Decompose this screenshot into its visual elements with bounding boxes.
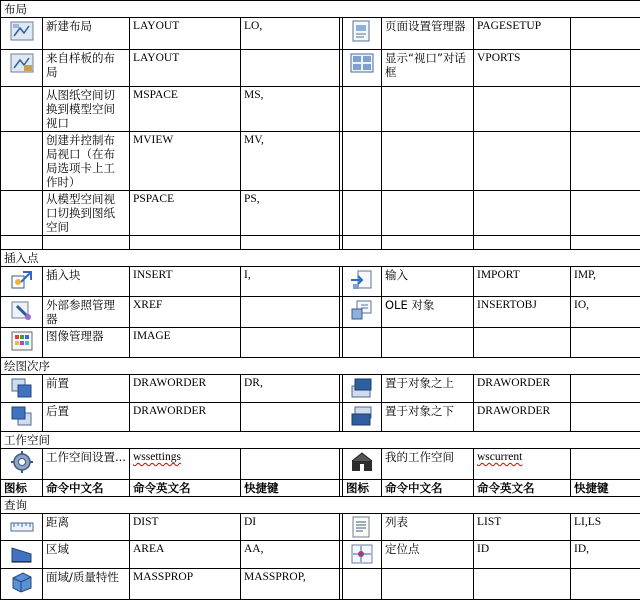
- empty-cell: [343, 191, 382, 236]
- command-chinese-name: 页面设置管理器: [382, 18, 474, 50]
- section-header-row: [1, 358, 640, 375]
- command-english-name: XREF: [130, 297, 241, 328]
- command-english-name: VPORTS: [474, 50, 571, 87]
- table-row: [1, 297, 640, 328]
- layout-from-template-icon: [4, 51, 39, 75]
- command-chinese-name: 前置: [43, 375, 130, 403]
- header-shortcut: 快捷键: [571, 480, 640, 497]
- bring-to-front-icon: [4, 376, 39, 400]
- command-english-name: LAYOUT: [130, 50, 241, 87]
- command-english-name: PSPACE: [130, 191, 241, 236]
- empty-cell: [1, 236, 43, 250]
- command-english-name: PAGESETUP: [474, 18, 571, 50]
- command-english-name: MASSPROP: [130, 569, 241, 600]
- command-chinese-name: 工作空间设置...: [43, 449, 130, 480]
- command-shortcut: DI: [241, 514, 340, 541]
- table-row: [1, 267, 640, 297]
- command-chinese-name: 后置: [43, 403, 130, 432]
- command-shortcut: ID,: [571, 541, 640, 569]
- section-title-insert: 插入点: [1, 250, 640, 267]
- table-row: [1, 403, 640, 432]
- command-icon-cell: [343, 297, 382, 328]
- empty-cell: [571, 87, 640, 132]
- command-icon-cell: [343, 449, 382, 480]
- empty-cell: [343, 328, 382, 358]
- column-header-row: [1, 480, 640, 497]
- table-row: [1, 328, 640, 358]
- empty-cell: [343, 236, 382, 250]
- table-row: [1, 50, 640, 87]
- new-layout-icon: [4, 19, 39, 43]
- empty-cell: [382, 569, 474, 600]
- section-header-row: [1, 1, 640, 18]
- mass-properties-icon: [4, 570, 39, 594]
- command-shortcut: IMP,: [571, 267, 640, 297]
- command-chinese-name: 列表: [382, 514, 474, 541]
- command-english-name: INSERTOBJ: [474, 297, 571, 328]
- command-shortcut: [241, 403, 340, 432]
- header-icon: 图标: [1, 480, 43, 497]
- command-chinese-name: 创建并控制布局视口（在布局选项卡上工作时）: [43, 132, 130, 191]
- section-title-workspace: 工作空间: [1, 432, 640, 449]
- command-shortcut: IO,: [571, 297, 640, 328]
- command-chinese-name: 定位点: [382, 541, 474, 569]
- empty-cell: [474, 236, 571, 250]
- command-english-name: wssettings: [130, 449, 241, 480]
- section-title-draworder: 绘图次序: [1, 358, 640, 375]
- page-setup-manager-icon: [346, 19, 378, 43]
- distance-icon: [4, 515, 39, 539]
- empty-cell: [474, 87, 571, 132]
- empty-cell: [571, 236, 640, 250]
- header-chinese-name: 命令中文名: [382, 480, 474, 497]
- empty-cell: [382, 87, 474, 132]
- command-chinese-name: 显示“视口”对话框: [382, 50, 474, 87]
- empty-cell: [382, 132, 474, 191]
- command-shortcut: [571, 449, 640, 480]
- empty-cell: [343, 569, 382, 600]
- command-english-name: DRAWORDER: [130, 375, 241, 403]
- table-row: [1, 569, 640, 600]
- command-icon-cell: [1, 541, 43, 569]
- command-shortcut: MASSPROP,: [241, 569, 340, 600]
- command-shortcut: [571, 403, 640, 432]
- list-icon: [346, 515, 378, 539]
- send-to-back-icon: [4, 404, 39, 428]
- table-row: [1, 191, 640, 236]
- command-icon-cell: [1, 569, 43, 600]
- command-chinese-name: 距离: [43, 514, 130, 541]
- command-chinese-name: 置于对象之下: [382, 403, 474, 432]
- empty-cell: [571, 328, 640, 358]
- command-english-name: wscurrent: [474, 449, 571, 480]
- header-shortcut: 快捷键: [241, 480, 340, 497]
- empty-cell: [343, 132, 382, 191]
- section-header-row: [1, 432, 640, 449]
- command-english-name: MSPACE: [130, 87, 241, 132]
- command-icon-cell: [1, 132, 43, 191]
- command-english-name: LIST: [474, 514, 571, 541]
- image-manager-icon: [4, 329, 39, 353]
- empty-cell: [382, 191, 474, 236]
- empty-cell: [474, 569, 571, 600]
- command-chinese-name: 面域/质量特性: [43, 569, 130, 600]
- command-chinese-name: 输入: [382, 267, 474, 297]
- empty-cell: [571, 191, 640, 236]
- command-icon-cell: [1, 297, 43, 328]
- header-icon: 图标: [343, 480, 382, 497]
- area-icon: [4, 542, 39, 566]
- command-icon-cell: [343, 514, 382, 541]
- command-icon-cell: [1, 50, 43, 87]
- empty-cell: [474, 328, 571, 358]
- command-shortcut: DR,: [241, 375, 340, 403]
- command-icon-cell: [1, 267, 43, 297]
- command-chinese-name: 图像管理器: [43, 328, 130, 358]
- import-icon: [346, 268, 378, 292]
- command-english-name: DRAWORDER: [474, 403, 571, 432]
- command-chinese-name: 新建布局: [43, 18, 130, 50]
- command-shortcut: MV,: [241, 132, 340, 191]
- command-shortcut: I,: [241, 267, 340, 297]
- command-icon-cell: [1, 328, 43, 358]
- command-shortcut: AA,: [241, 541, 340, 569]
- command-shortcut: [241, 50, 340, 87]
- command-chinese-name: OLE 对象: [382, 297, 474, 328]
- section-header-row: [1, 250, 640, 267]
- empty-cell: [571, 569, 640, 600]
- empty-cell: [382, 236, 474, 250]
- section-title-layout: 布局: [1, 1, 640, 18]
- command-icon-cell: [343, 18, 382, 50]
- command-icon-cell: [1, 191, 43, 236]
- header-english-name: 命令英文名: [474, 480, 571, 497]
- my-workspace-icon: [346, 450, 378, 474]
- command-english-name: MVIEW: [130, 132, 241, 191]
- bring-above-objects-icon: [346, 376, 378, 400]
- command-shortcut: [571, 50, 640, 87]
- locate-point-icon: [346, 542, 378, 566]
- command-english-name: DRAWORDER: [130, 403, 241, 432]
- command-chinese-name: 外部参照管理器: [43, 297, 130, 328]
- command-shortcut: [241, 297, 340, 328]
- empty-cell: [571, 132, 640, 191]
- command-chinese-name: 从图纸空间切换到模型空间视口: [43, 87, 130, 132]
- empty-cell: [43, 236, 130, 250]
- command-icon-cell: [1, 514, 43, 541]
- header-chinese-name: 命令中文名: [43, 480, 130, 497]
- table-row: [1, 514, 640, 541]
- section-title-inquiry: 查询: [1, 497, 640, 514]
- table-row: [1, 449, 640, 480]
- command-chinese-name: 我的工作空间: [382, 449, 474, 480]
- command-english-name: IMAGE: [130, 328, 241, 358]
- empty-cell: [241, 236, 340, 250]
- command-english-name: DIST: [130, 514, 241, 541]
- command-shortcut: [241, 449, 340, 480]
- command-english-name: LAYOUT: [130, 18, 241, 50]
- command-icon-cell: [1, 87, 43, 132]
- viewports-dialog-icon: [346, 51, 378, 75]
- table-row: [1, 236, 640, 250]
- section-header-row: [1, 497, 640, 514]
- table-row: [1, 541, 640, 569]
- command-shortcut: LO,: [241, 18, 340, 50]
- command-english-name: DRAWORDER: [474, 375, 571, 403]
- table-row: [1, 87, 640, 132]
- command-icon-cell: [343, 541, 382, 569]
- command-icon-cell: [1, 375, 43, 403]
- external-reference-icon: [4, 298, 39, 322]
- command-shortcut: MS,: [241, 87, 340, 132]
- command-icon-cell: [1, 449, 43, 480]
- empty-cell: [474, 191, 571, 236]
- command-icon-cell: [343, 267, 382, 297]
- command-english-name: AREA: [130, 541, 241, 569]
- command-icon-cell: [343, 50, 382, 87]
- command-english-name: IMPORT: [474, 267, 571, 297]
- command-english-name: INSERT: [130, 267, 241, 297]
- command-icon-cell: [1, 18, 43, 50]
- command-chinese-name: 来自样板的布局: [43, 50, 130, 87]
- command-shortcut: LI,LS: [571, 514, 640, 541]
- command-icon-cell: [343, 403, 382, 432]
- ole-object-icon: [346, 298, 378, 322]
- command-chinese-name: 从模型空间视口切换到图纸空间: [43, 191, 130, 236]
- table-row: [1, 132, 640, 191]
- table-row: [1, 18, 640, 50]
- command-icon-cell: [1, 403, 43, 432]
- table-row: [1, 375, 640, 403]
- command-shortcut: [571, 375, 640, 403]
- command-chinese-name: 插入块: [43, 267, 130, 297]
- command-shortcut: [241, 328, 340, 358]
- empty-cell: [130, 236, 241, 250]
- empty-cell: [474, 132, 571, 191]
- command-chinese-name: 置于对象之上: [382, 375, 474, 403]
- command-icon-cell: [343, 375, 382, 403]
- insert-block-icon: [4, 268, 39, 292]
- send-under-objects-icon: [346, 404, 378, 428]
- command-english-name: ID: [474, 541, 571, 569]
- header-english-name: 命令英文名: [130, 480, 241, 497]
- command-shortcut: [571, 18, 640, 50]
- command-shortcut: PS,: [241, 191, 340, 236]
- command-chinese-name: 区域: [43, 541, 130, 569]
- workspace-settings-icon: [4, 450, 39, 474]
- empty-cell: [382, 328, 474, 358]
- empty-cell: [343, 87, 382, 132]
